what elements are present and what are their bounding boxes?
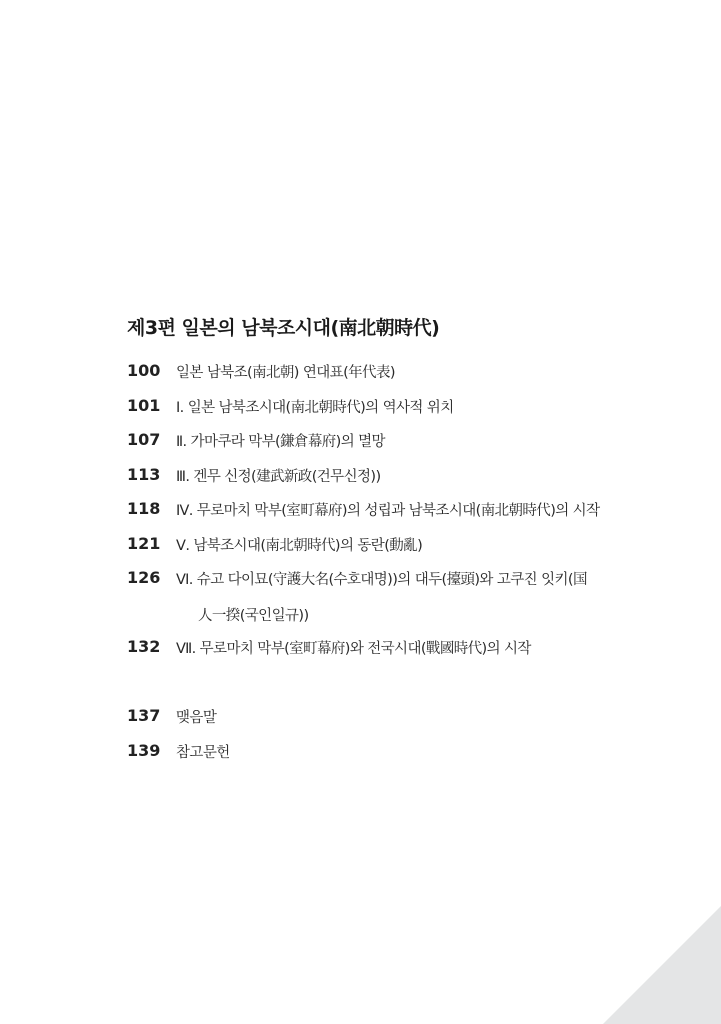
toc-page-number: 113 (127, 464, 161, 484)
toc-title-line: Ⅵ. 슈고 다이묘(守護大名(수호대명))의 대두(擡頭)와 고쿠진 잇키(国 (176, 572, 587, 588)
toc-page-number: 100 (127, 361, 161, 380)
toc-entry (127, 427, 687, 462)
toc-page-number: 139 (127, 740, 161, 760)
toc-page-number: 118 (127, 499, 161, 518)
toc-page-number: 107 (127, 430, 161, 449)
toc-entry (127, 496, 687, 531)
toc-title: Ⅲ. 겐무 신정(建武新政(건무신정)) (176, 468, 381, 485)
toc-page-number: 132 (127, 637, 161, 656)
toc-page-number: 101 (127, 395, 161, 415)
toc-page-number: 137 (127, 706, 161, 725)
toc-entry (127, 634, 687, 703)
toc-page-number: 126 (127, 568, 161, 587)
toc-page-number: 121 (127, 533, 161, 553)
toc-title (176, 568, 587, 625)
corner-decoration (603, 906, 721, 1024)
toc-title: 일본 남북조(南北朝) 연대표(年代表) (176, 365, 395, 381)
toc-title-continuation: 人一揆(국인일규)) (198, 608, 309, 624)
toc-entry (127, 358, 687, 393)
toc-title: Ⅴ. 남북조시대(南北朝時代)의 동란(動亂) (176, 537, 423, 554)
toc-title: Ⅰ. 일본 남북조시대(南北朝時代)의 역사적 위치 (176, 399, 454, 416)
toc-title: Ⅳ. 무로마치 막부(室町幕府)의 성립과 남북조시대(南北朝時代)의 시작 (176, 503, 600, 519)
table-of-contents (127, 358, 687, 772)
toc-title: 참고문헌 (176, 744, 230, 761)
toc-entry (127, 462, 687, 497)
toc-title: Ⅶ. 무로마치 막부(室町幕府)와 전국시대(戰國時代)의 시작 (176, 641, 531, 657)
toc-entry (127, 738, 687, 773)
part-title: 제3편 일본의 남북조시대(南北朝時代) (127, 317, 440, 339)
toc-title: 맺음말 (176, 710, 217, 726)
toc-entry (127, 703, 687, 738)
toc-title: Ⅱ. 가마쿠라 막부(鎌倉幕府)의 멸망 (176, 434, 385, 450)
toc-entry (127, 531, 687, 566)
toc-entry (127, 393, 687, 428)
toc-entry (127, 565, 687, 634)
